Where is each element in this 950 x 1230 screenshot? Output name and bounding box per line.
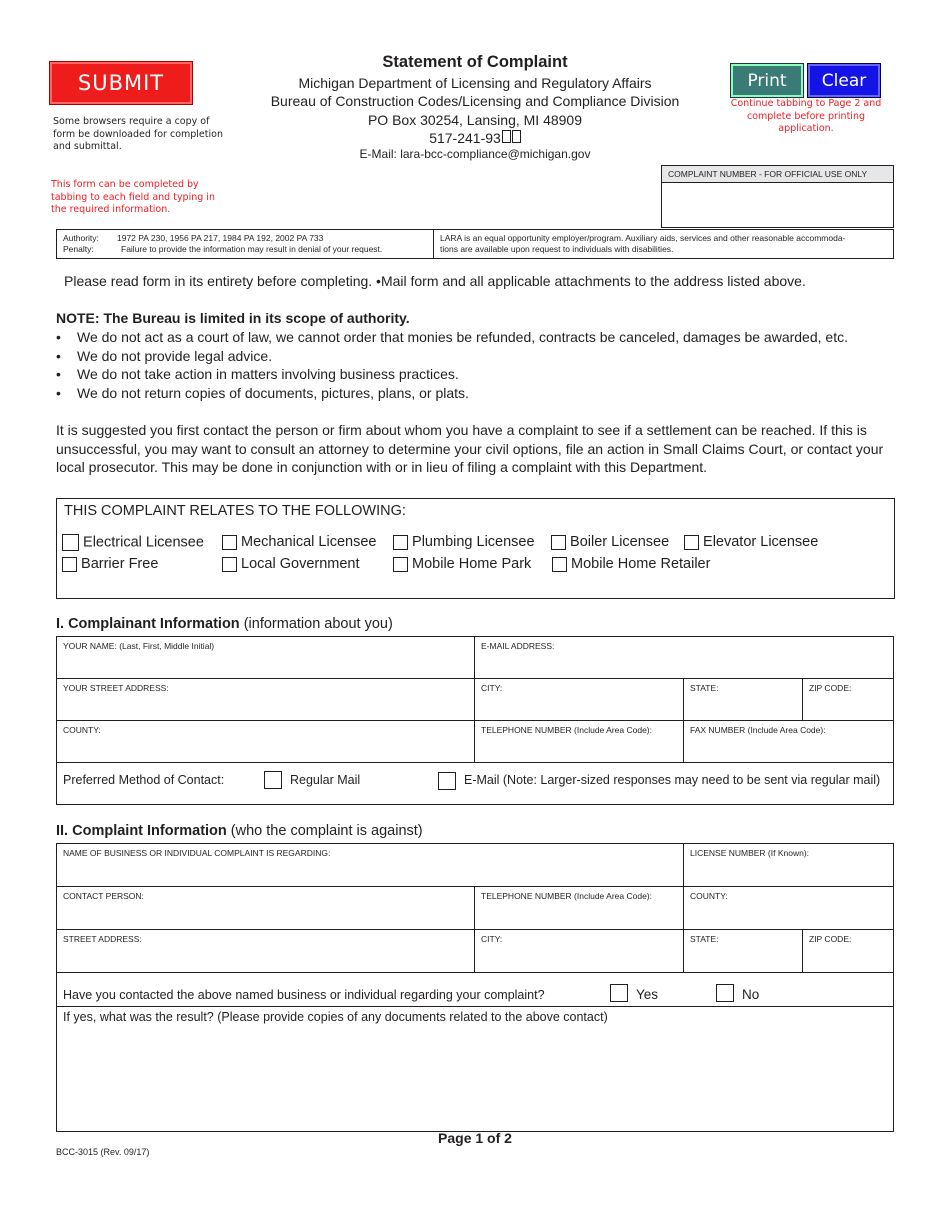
lara-notice-line1: LARA is an equal opportunity employer/program. Auxiliary aids, services and other reasonable accommoda- [440,233,846,243]
zip-cell: ZIP CODE: [803,679,893,721]
zip-field[interactable] [807,699,891,719]
email-address: E-Mail: lara-bcc-compliance@michigan.gov [359,147,591,161]
page-number: Page 1 of 2 [438,1130,512,1146]
result-textarea[interactable] [61,1030,891,1130]
section1-title: I. Complainant Information (information about you) [56,616,393,632]
note-bullet: • We do not take action in matters involving business practices. [56,366,459,382]
business-name-cell: NAME OF BUSINESS OR INDIVIDUAL COMPLAINT IS REGARDING: [57,844,684,887]
complainant-info-table [56,636,894,805]
business-phone-cell: TELEPHONE NUMBER (Include Area Code): [475,887,684,930]
county-field[interactable] [61,741,473,761]
phone-field[interactable] [479,741,683,761]
business-name-field[interactable] [61,865,681,885]
plumbing-licensee-option[interactable]: Plumbing Licensee [393,534,535,550]
continue-note: Continue tabbing to Page 2 and complete before printing application. [730,98,882,134]
complaint-type-heading: THIS COMPLAINT RELATES TO THE FOLLOWING: [64,503,406,519]
business-state-cell: STATE: [684,930,803,973]
clear-button[interactable]: Clear [807,63,881,98]
license-number-cell: LICENSE NUMBER (If Known): [684,844,893,887]
mobile-home-park-option[interactable]: Mobile Home Park [393,556,531,572]
mechanical-licensee-checkbox[interactable] [222,535,237,550]
business-phone-field[interactable] [479,908,683,928]
boiler-licensee-option[interactable]: Boiler Licensee [551,534,669,550]
penalty-label: Penalty: [63,244,94,254]
contacted-no-checkbox[interactable] [716,984,734,1002]
phone-cell: TELEPHONE NUMBER (Include Area Code): [475,721,684,763]
fax-field[interactable] [688,741,892,761]
mailing-address: PO Box 30254, Lansing, MI 48909 [367,112,583,128]
barrier-free-checkbox[interactable] [62,557,77,572]
state-cell: STATE: [684,679,803,721]
street-field[interactable] [61,699,473,719]
print-button[interactable]: Print [730,63,804,98]
official-use-box [661,165,894,228]
divider [433,230,434,258]
elevator-licensee-option[interactable]: Elevator Licensee [684,534,818,550]
your-name-cell: YOUR NAME: (Last, First, Middle Initial) [57,637,475,679]
business-street-cell: STREET ADDRESS: [57,930,475,973]
division-name: Bureau of Construction Codes/Licensing and Compliance Division [270,93,680,109]
result-question: If yes, what was the result? (Please provide copies of any documents related to the above contact) [63,1010,608,1024]
regular-mail-checkbox[interactable] [264,771,282,789]
note-bullet: • We do not return copies of documents, pictures, plans, or plats. [56,385,469,401]
email-contact-label: E-Mail (Note: Larger-sized responses may need to be sent via regular mail) [464,773,881,787]
suggestion-text: It is suggested you first contact the person or firm about whom you have a complaint to see if a settlement can be reached. If this is unsuccessful, you may want to consult an attorney to determine your civil options, file an action in Small Claims Court, or contact your local prosecutor. This may be done in conjunction with or in lieu of filing a complaint with this Department. [56,422,884,475]
phone-number: 517-241-93 [240,129,710,147]
complaint-info-table [56,843,894,1132]
tab-note: This form can be completed by tabbing to each field and typing in the required information. [51,179,215,215]
contacted-question: Have you contacted the above named business or individual regarding your complaint? [63,988,545,1002]
email-field[interactable] [479,657,891,677]
intro-text: Please read form in its entirety before completing. •Mail form and all applicable attachments to the address listed above. [64,273,806,289]
local-government-option[interactable]: Local Government [222,556,360,572]
business-zip-cell: ZIP CODE: [803,930,893,973]
authority-value: 1972 PA 230, 1956 PA 217, 1984 PA 192, 2002 PA 733 [117,233,324,243]
boiler-licensee-checkbox[interactable] [551,535,566,550]
section2-title: II. Complaint Information (who the complaint is against) [56,823,423,839]
mobile-home-retailer-option[interactable]: Mobile Home Retailer [552,556,710,572]
authority-box [56,229,894,259]
plumbing-licensee-checkbox[interactable] [393,535,408,550]
complaint-number-field[interactable] [666,188,892,226]
business-county-field[interactable] [688,908,892,928]
fax-cell: FAX NUMBER (Include Area Code): [684,721,893,763]
contacted-yes-checkbox[interactable] [610,984,628,1002]
note-heading: NOTE: The Bureau is limited in its scope of authority. [56,310,410,326]
regular-mail-label: Regular Mail [290,773,361,787]
street-cell: YOUR STREET ADDRESS: [57,679,475,721]
mobile-home-park-checkbox[interactable] [393,557,408,572]
official-use-label: COMPLAINT NUMBER - FOR OFFICIAL USE ONLY [662,166,893,183]
license-number-field[interactable] [688,865,892,885]
note-bullet: • We do not act as a court of law, we cannot order that monies be refunded, contracts be canceled, damages be awarded, etc. [56,329,848,345]
submit-button[interactable]: SUBMIT [49,61,193,105]
contact-person-field[interactable] [61,908,473,928]
contacted-no-label: No [742,987,760,1002]
state-field[interactable] [688,699,802,719]
county-cell: COUNTY: [57,721,475,763]
authority-label: Authority: [63,233,99,243]
contacted-row [57,973,893,1007]
page-title: Statement of Complaint [382,53,568,71]
business-street-field[interactable] [61,951,473,971]
penalty-value: Failure to provide the information may result in denial of your request. [121,244,383,254]
contact-method-label: Preferred Method of Contact: [63,773,225,787]
business-city-field[interactable] [479,951,683,971]
city-field[interactable] [479,699,683,719]
business-state-field[interactable] [688,951,802,971]
email-cell: E-MAIL ADDRESS: [475,637,893,679]
business-zip-field[interactable] [807,951,891,971]
your-name-field[interactable] [61,657,473,677]
elevator-licensee-checkbox[interactable] [684,535,699,550]
barrier-free-option[interactable]: Barrier Free [62,556,158,572]
agency-name: Michigan Department of Licensing and Regulatory Affairs [298,75,652,91]
contact-person-cell: CONTACT PERSON: [57,887,475,930]
contacted-yes-label: Yes [636,987,659,1002]
electrical-licensee-checkbox[interactable] [62,534,79,551]
city-cell: CITY: [475,679,684,721]
mobile-home-retailer-checkbox[interactable] [552,557,567,572]
mechanical-licensee-option[interactable]: Mechanical Licensee [222,534,376,550]
electrical-licensee-option[interactable]: Electrical Licensee [62,534,204,551]
business-county-cell: COUNTY: [684,887,893,930]
note-bullet: • We do not provide legal advice. [56,348,273,364]
local-government-checkbox[interactable] [222,557,237,572]
email-contact-checkbox[interactable] [438,772,456,790]
lara-notice-line2: tions are available upon request to individuals with disabilities. [440,244,674,254]
business-city-cell: CITY: [475,930,684,973]
browser-note: Some browsers require a copy of form be downloaded for completion and submittal. [53,116,223,152]
form-id: BCC-3015 (Rev. 09/17) [56,1147,150,1157]
